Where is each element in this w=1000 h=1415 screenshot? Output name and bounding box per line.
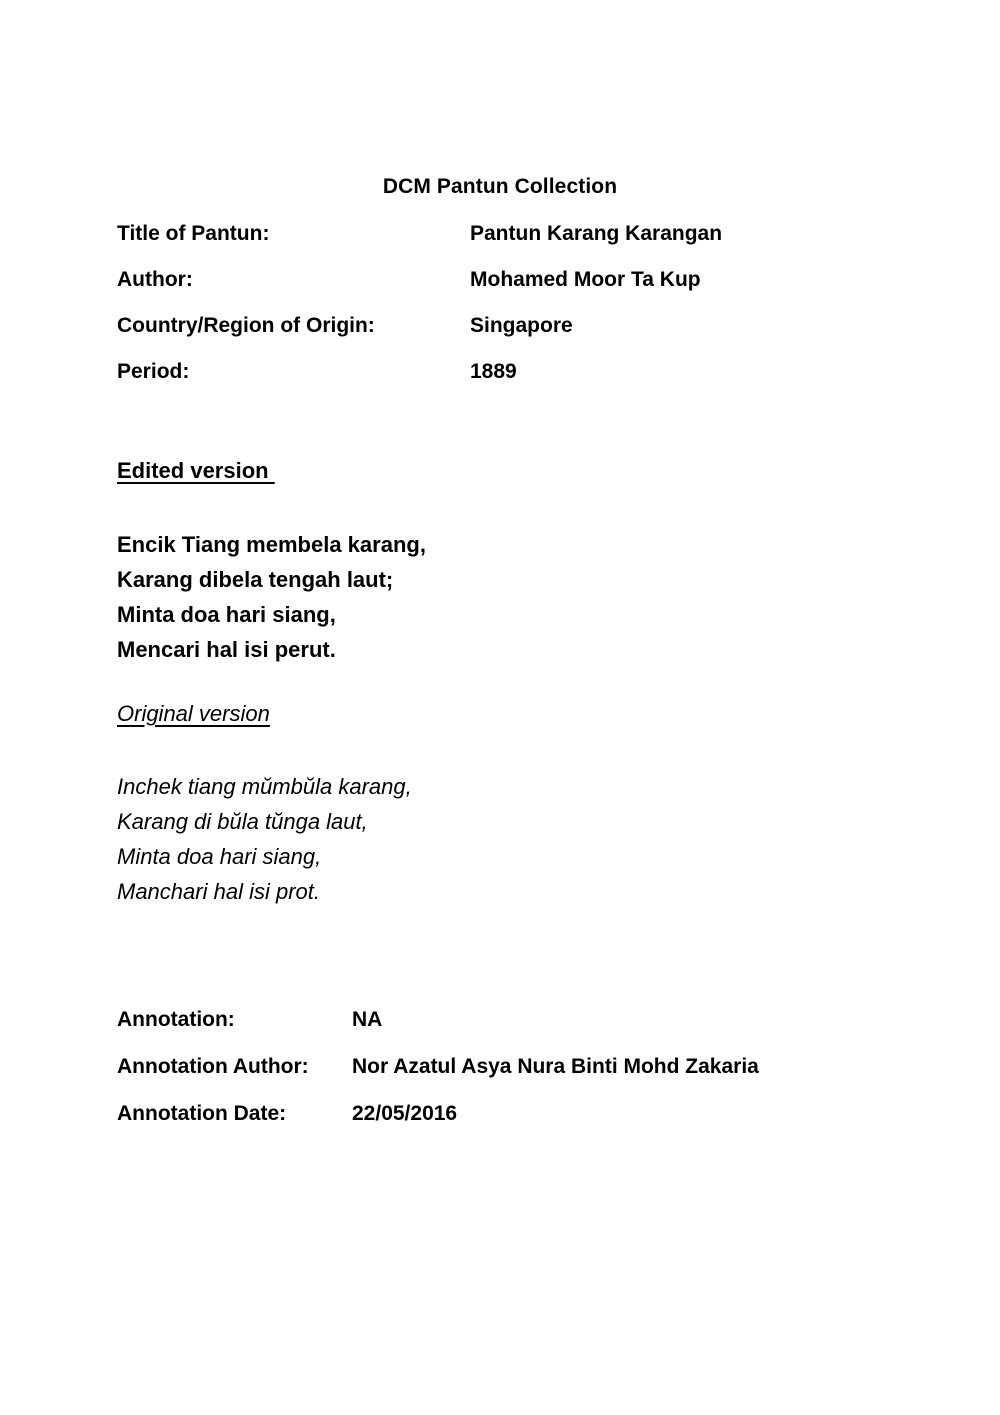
original-version-heading: Original version	[117, 701, 270, 726]
metadata-value-author: Mohamed Moor Ta Kup	[470, 268, 701, 291]
verse-line: Encik Tiang membela karang,	[117, 532, 426, 557]
verse-line: Inchek tiang mŭmbŭla karang,	[117, 774, 412, 799]
annotation-value-text: NA	[352, 1008, 383, 1031]
verse-line: Mencari hal isi perut.	[117, 637, 336, 662]
annotation-label-text: Annotation:	[117, 1008, 235, 1031]
metadata-block	[117, 222, 917, 406]
verse-line: Minta doa hari siang,	[117, 844, 322, 869]
metadata-value-title: Pantun Karang Karangan	[470, 222, 723, 245]
metadata-value-period: 1889	[470, 360, 517, 383]
original-version-verse	[117, 769, 412, 909]
annotation-label-date: Annotation Date:	[117, 1102, 287, 1125]
annotation-row-author	[117, 1055, 937, 1102]
page-title: DCM Pantun Collection	[382, 175, 618, 198]
edited-version-verse	[117, 527, 426, 667]
verse-line: Karang dibela tengah laut;	[117, 567, 394, 592]
metadata-label-author: Author:	[117, 268, 193, 291]
annotation-row-date	[117, 1102, 937, 1149]
metadata-label-period: Period:	[117, 360, 190, 383]
metadata-row-title	[117, 222, 917, 268]
verse-line: Minta doa hari siang,	[117, 602, 336, 627]
metadata-row-period	[117, 360, 917, 406]
annotation-value-author: Nor Azatul Asya Nura Binti Mohd Zakaria	[352, 1055, 759, 1078]
annotation-value-date: 22/05/2016	[352, 1102, 458, 1125]
verse-line: Manchari hal isi prot.	[117, 879, 320, 904]
metadata-row-country	[117, 314, 917, 360]
annotation-block	[117, 1008, 937, 1149]
metadata-value-country: Singapore	[470, 314, 573, 337]
metadata-label-country: Country/Region of Origin:	[117, 314, 375, 337]
verse-line: Karang di bŭla tŭnga laut,	[117, 809, 368, 834]
annotation-label-author: Annotation Author:	[117, 1055, 309, 1078]
metadata-row-author	[117, 268, 917, 314]
annotation-row-text	[117, 1008, 937, 1055]
metadata-label-title: Title of Pantun:	[117, 222, 270, 245]
edited-version-heading: Edited version	[117, 458, 275, 483]
